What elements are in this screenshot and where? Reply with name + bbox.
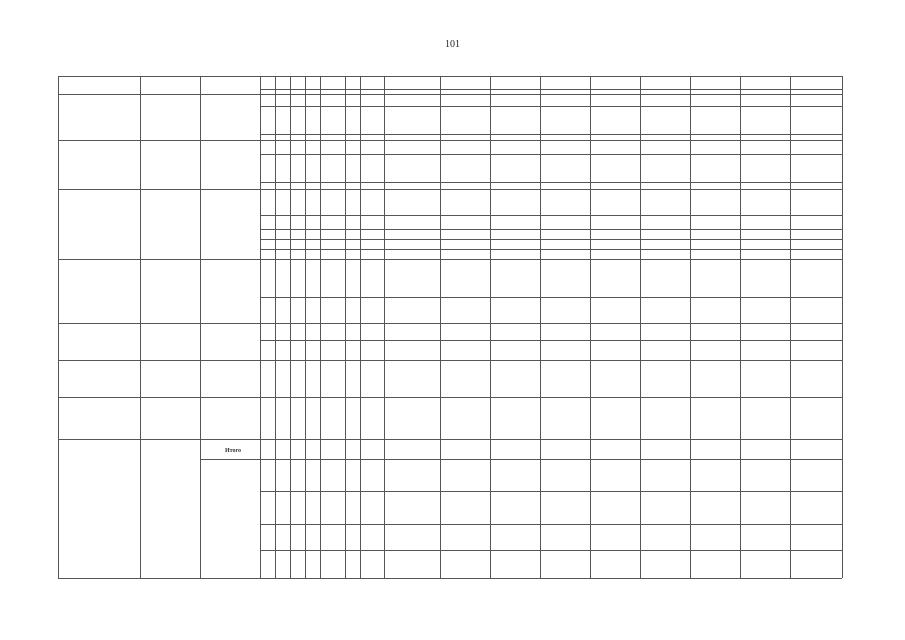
column-divider (490, 76, 491, 578)
table-border-left (58, 76, 59, 578)
itogo-label: Итого (224, 448, 242, 454)
column-divider (590, 76, 591, 578)
row-divider (58, 140, 842, 141)
column-divider (305, 76, 306, 578)
row-divider (260, 182, 842, 183)
row-divider (260, 154, 842, 155)
page-number: 101 (445, 39, 460, 50)
row-divider (58, 397, 842, 398)
column-divider (320, 76, 321, 578)
table-border-right (842, 76, 843, 578)
row-divider (260, 229, 842, 230)
row-divider (260, 249, 842, 250)
budget-table (58, 76, 842, 578)
row-divider (260, 297, 842, 298)
column-divider (540, 76, 541, 578)
row-divider (58, 323, 842, 324)
column-divider (690, 76, 691, 578)
row-divider (260, 491, 842, 492)
column-divider (140, 76, 141, 578)
column-divider (260, 76, 261, 578)
row-divider (260, 215, 842, 216)
row-divider (260, 550, 842, 551)
column-divider (790, 76, 791, 578)
row-divider (260, 106, 842, 107)
table-border-bottom (58, 578, 842, 579)
row-divider (200, 459, 842, 460)
row-divider (260, 239, 842, 240)
row-divider (260, 524, 842, 525)
column-divider (345, 76, 346, 578)
column-divider (740, 76, 741, 578)
column-divider (200, 76, 201, 578)
column-divider (275, 76, 276, 578)
row-divider (58, 360, 842, 361)
row-divider (58, 259, 842, 260)
column-divider (440, 76, 441, 578)
row-divider (260, 134, 842, 135)
row-divider (58, 439, 842, 440)
column-divider (360, 76, 361, 578)
row-divider (260, 89, 842, 90)
column-divider (290, 76, 291, 578)
column-divider (384, 76, 385, 578)
row-divider (58, 189, 842, 190)
table-border-top (58, 76, 842, 77)
row-divider (260, 340, 842, 341)
column-divider (640, 76, 641, 578)
row-divider (58, 94, 842, 95)
